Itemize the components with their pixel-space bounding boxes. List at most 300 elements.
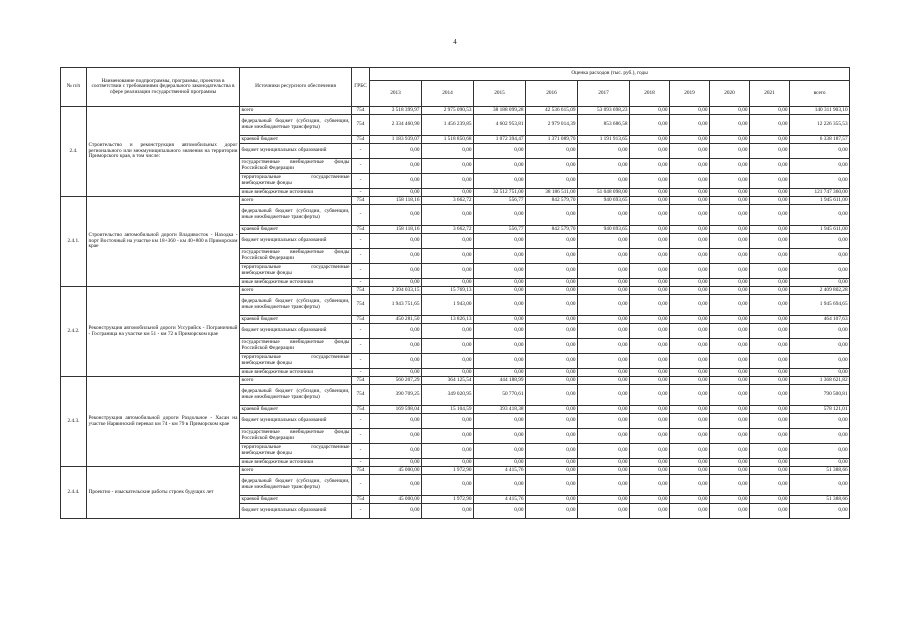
year-value: 0,00 xyxy=(630,467,670,475)
year-value: 0,00 xyxy=(474,354,526,369)
grbs-code: - xyxy=(352,429,370,444)
year-value: 0,00 xyxy=(670,377,710,385)
funding-source: иные внебюджетные источники xyxy=(240,459,352,467)
year-value: 0,00 xyxy=(630,496,670,504)
funding-source: иные внебюджетные источники xyxy=(240,369,352,377)
year-value: 0,00 xyxy=(670,504,710,519)
grbs-code: - xyxy=(352,264,370,279)
year-value: 0,00 xyxy=(474,339,526,354)
total-value: 12 226 355,53 xyxy=(790,115,850,136)
budget-table xyxy=(60,67,850,519)
year-value: 0,00 xyxy=(370,189,422,197)
funding-source: территориальные государственные внебюджетные фонды xyxy=(240,264,352,279)
year-value: 0,00 xyxy=(422,504,474,519)
year-value: 390 709,25 xyxy=(370,385,422,406)
year-value: 0,00 xyxy=(630,385,670,406)
year-value: 0,00 xyxy=(710,174,750,189)
year-value: 1 943,00 xyxy=(422,295,474,316)
total-value: 51 388,66 xyxy=(790,496,850,504)
year-value: 0,00 xyxy=(578,475,630,496)
year-value: 0,00 xyxy=(750,496,790,504)
year-value: 0,00 xyxy=(750,429,790,444)
year-value: 0,00 xyxy=(710,189,750,197)
year-value: 0,00 xyxy=(750,295,790,316)
year-value: 3 518 399,97 xyxy=(370,107,422,115)
year-value: 0,00 xyxy=(526,496,578,504)
funding-source: федеральный бюджет (субсидии, субвенции, иные межбюджетные трансферты) xyxy=(240,295,352,316)
grbs-code: 754 xyxy=(352,107,370,115)
year-value: 4 415,76 xyxy=(474,496,526,504)
year-value: 0,00 xyxy=(630,107,670,115)
year-value: 1 972,90 xyxy=(422,496,474,504)
year-value: 0,00 xyxy=(750,279,790,287)
year-value: 0,00 xyxy=(474,264,526,279)
table-header xyxy=(61,68,850,107)
year-value: 0,00 xyxy=(422,324,474,339)
year-value: 0,00 xyxy=(670,369,710,377)
year-value: 0,00 xyxy=(422,414,474,429)
year-value: 0,00 xyxy=(474,369,526,377)
total-value: 0,00 xyxy=(790,459,850,467)
year-value: 2 334 460,90 xyxy=(370,115,422,136)
grbs-code: 754 xyxy=(352,316,370,324)
funding-source: федеральный бюджет (субсидии, субвенции, иные межбюджетные трансферты) xyxy=(240,385,352,406)
project-name: Реконструкция автомобильной дороги Раздольное - Хасан на участке Нарвинский перевал км 74 - км 79 в Приморском крае xyxy=(87,377,240,467)
funding-source: территориальные государственные внебюджетные фонды xyxy=(240,354,352,369)
year-value: 0,00 xyxy=(670,444,710,459)
year-value: 15 769,13 xyxy=(422,287,474,295)
year-value: 1 072 394,47 xyxy=(474,136,526,144)
year-value: 0,00 xyxy=(578,369,630,377)
grbs-code: - xyxy=(352,234,370,249)
year-value: 0,00 xyxy=(670,189,710,197)
year-value: 158 118,16 xyxy=(370,226,422,234)
year-value: 2 975 090,53 xyxy=(422,107,474,115)
year-value: 0,00 xyxy=(578,234,630,249)
year-value: 3 662,72 xyxy=(422,226,474,234)
year-value: 0,00 xyxy=(422,444,474,459)
year-value: 0,00 xyxy=(750,475,790,496)
grbs-code: 754 xyxy=(352,467,370,475)
funding-source: бюджет муниципальных образований xyxy=(240,414,352,429)
funding-source: всего xyxy=(240,107,352,115)
year-value: 0,00 xyxy=(526,249,578,264)
row-number: 2.4.2. xyxy=(61,287,87,377)
funding-source: государственные внебюджетные фонды Российской Федерации xyxy=(240,159,352,174)
year-value: 0,00 xyxy=(710,339,750,354)
year-value: 0,00 xyxy=(710,444,750,459)
grbs-code: - xyxy=(352,249,370,264)
header-year: всего xyxy=(790,81,850,107)
year-value: 0,00 xyxy=(422,159,474,174)
year-value: 0,00 xyxy=(750,459,790,467)
header-source: Источники ресурсного обеспечения xyxy=(240,68,352,107)
year-value: 0,00 xyxy=(630,115,670,136)
year-value: 0,00 xyxy=(630,226,670,234)
year-value: 1 943 751,65 xyxy=(370,295,422,316)
year-value: 0,00 xyxy=(710,467,750,475)
total-value: 0,00 xyxy=(790,475,850,496)
year-value: 0,00 xyxy=(710,144,750,159)
year-value: 0,00 xyxy=(670,264,710,279)
grbs-code: - xyxy=(352,189,370,197)
year-value: 0,00 xyxy=(710,115,750,136)
year-value: 0,00 xyxy=(630,444,670,459)
year-value: 0,00 xyxy=(474,414,526,429)
year-value: 0,00 xyxy=(370,234,422,249)
year-value: 0,00 xyxy=(370,279,422,287)
year-value: 0,00 xyxy=(710,354,750,369)
total-value: 0,00 xyxy=(790,264,850,279)
year-value: 0,00 xyxy=(526,459,578,467)
year-value: 0,00 xyxy=(422,429,474,444)
year-value: 0,00 xyxy=(630,264,670,279)
year-value: 0,00 xyxy=(474,174,526,189)
year-value: 0,00 xyxy=(670,205,710,226)
year-value: 0,00 xyxy=(710,107,750,115)
year-value: 0,00 xyxy=(710,406,750,414)
year-value: 1 191 913,65 xyxy=(578,136,630,144)
year-value: 42 536 615,09 xyxy=(526,107,578,115)
year-value: 349 020,95 xyxy=(422,385,474,406)
funding-source: краевой бюджет xyxy=(240,226,352,234)
funding-source: федеральный бюджет (субсидии, субвенции, иные межбюджетные трансферты) xyxy=(240,475,352,496)
year-value: 0,00 xyxy=(750,324,790,339)
year-value: 0,00 xyxy=(750,144,790,159)
year-value: 0,00 xyxy=(526,287,578,295)
year-value: 0,00 xyxy=(710,136,750,144)
grbs-code: 754 xyxy=(352,406,370,414)
total-value: 790 500,81 xyxy=(790,385,850,406)
year-value: 0,00 xyxy=(630,287,670,295)
year-value: 0,00 xyxy=(630,414,670,429)
year-value: 0,00 xyxy=(710,234,750,249)
year-value: 53 093 698,23 xyxy=(578,107,630,115)
total-value: 0,00 xyxy=(790,504,850,519)
total-value: 0,00 xyxy=(790,429,850,444)
year-value: 0,00 xyxy=(370,174,422,189)
year-value: 0,00 xyxy=(710,249,750,264)
year-value: 0,00 xyxy=(474,234,526,249)
year-value: 0,00 xyxy=(526,144,578,159)
year-value: 15 104,59 xyxy=(422,406,474,414)
year-value: 0,00 xyxy=(630,189,670,197)
year-value: 0,00 xyxy=(750,136,790,144)
year-value: 1 972,90 xyxy=(422,467,474,475)
year-value: 0,00 xyxy=(630,144,670,159)
total-value: 140 311 903,10 xyxy=(790,107,850,115)
year-value: 0,00 xyxy=(526,385,578,406)
year-value: 0,00 xyxy=(526,406,578,414)
year-value: 0,00 xyxy=(578,279,630,287)
year-value: 0,00 xyxy=(370,369,422,377)
year-value: 0,00 xyxy=(578,316,630,324)
year-value: 0,00 xyxy=(370,459,422,467)
funding-source: бюджет муниципальных образований xyxy=(240,324,352,339)
total-value: 1 945 611,00 xyxy=(790,197,850,205)
year-value: 0,00 xyxy=(422,264,474,279)
year-value: 45 000,00 xyxy=(370,496,422,504)
grbs-code: 754 xyxy=(352,115,370,136)
year-value: 0,00 xyxy=(474,316,526,324)
funding-source: краевой бюджет xyxy=(240,406,352,414)
year-value: 0,00 xyxy=(670,339,710,354)
funding-source: краевой бюджет xyxy=(240,496,352,504)
year-value: 0,00 xyxy=(422,369,474,377)
year-value: 0,00 xyxy=(370,429,422,444)
year-value: 0,00 xyxy=(670,429,710,444)
year-value: 45 000,00 xyxy=(370,467,422,475)
year-value: 0,00 xyxy=(750,249,790,264)
year-value: 0,00 xyxy=(630,159,670,174)
header-year: 2014 xyxy=(422,81,474,107)
year-value: 0,00 xyxy=(750,369,790,377)
funding-source: бюджет муниципальных образований xyxy=(240,144,352,159)
funding-source: иные внебюджетные источники xyxy=(240,189,352,197)
year-value: 0,00 xyxy=(526,174,578,189)
row-number: 2.4.3. xyxy=(61,377,87,467)
year-value: 444 188,99 xyxy=(474,377,526,385)
year-value: 0,00 xyxy=(578,339,630,354)
year-value: 0,00 xyxy=(670,496,710,504)
year-value: 0,00 xyxy=(422,339,474,354)
year-value: 0,00 xyxy=(630,324,670,339)
funding-source: федеральный бюджет (субсидии, субвенции, иные межбюджетные трансферты) xyxy=(240,115,352,136)
total-value: 0,00 xyxy=(790,205,850,226)
year-value: 0,00 xyxy=(474,295,526,316)
year-value: 853 686,58 xyxy=(578,115,630,136)
header-year: 2018 xyxy=(630,81,670,107)
year-value: 0,00 xyxy=(750,467,790,475)
year-value: 0,00 xyxy=(670,354,710,369)
year-value: 0,00 xyxy=(750,354,790,369)
total-value: 2 409 802,28 xyxy=(790,287,850,295)
funding-source: всего xyxy=(240,377,352,385)
year-value: 0,00 xyxy=(526,444,578,459)
year-value: 0,00 xyxy=(526,279,578,287)
year-value: 0,00 xyxy=(710,264,750,279)
table-body xyxy=(61,107,850,519)
year-value: 0,00 xyxy=(710,504,750,519)
year-value: 3 662,72 xyxy=(422,197,474,205)
year-value: 556,77 xyxy=(474,226,526,234)
total-value: 578 121,01 xyxy=(790,406,850,414)
year-value: 0,00 xyxy=(630,279,670,287)
total-value: 51 388,66 xyxy=(790,467,850,475)
project-name: Строительство автомобильной дороги Владивосток - Находка - порт Восточный на участке км 18+360 - км 40+800 в Приморском крае xyxy=(87,197,240,287)
header-year: 2020 xyxy=(710,81,750,107)
year-value: 0,00 xyxy=(474,475,526,496)
year-value: 0,00 xyxy=(710,369,750,377)
year-value: 393 418,38 xyxy=(474,406,526,414)
year-value: 0,00 xyxy=(578,496,630,504)
year-value: 0,00 xyxy=(750,414,790,429)
table-row xyxy=(61,287,850,295)
year-value: 842 579,70 xyxy=(526,197,578,205)
total-value: 0,00 xyxy=(790,339,850,354)
year-value: 0,00 xyxy=(630,197,670,205)
grbs-code: 754 xyxy=(352,197,370,205)
year-value: 0,00 xyxy=(578,295,630,316)
grbs-code: 754 xyxy=(352,385,370,406)
year-value: 169 598,04 xyxy=(370,406,422,414)
year-value: 0,00 xyxy=(474,324,526,339)
year-value: 4 602 953,81 xyxy=(474,115,526,136)
year-value: 0,00 xyxy=(630,174,670,189)
year-value: 0,00 xyxy=(526,354,578,369)
year-value: 1 371 089,70 xyxy=(526,136,578,144)
grbs-code: - xyxy=(352,324,370,339)
year-value: 0,00 xyxy=(578,205,630,226)
grbs-code: - xyxy=(352,475,370,496)
total-value: 0,00 xyxy=(790,144,850,159)
year-value: 38 186 511,00 xyxy=(526,189,578,197)
year-value: 0,00 xyxy=(630,377,670,385)
year-value: 0,00 xyxy=(670,467,710,475)
year-value: 0,00 xyxy=(526,467,578,475)
year-value: 0,00 xyxy=(750,234,790,249)
year-value: 0,00 xyxy=(630,249,670,264)
year-value: 0,00 xyxy=(370,414,422,429)
year-value: 0,00 xyxy=(630,504,670,519)
year-value: 0,00 xyxy=(710,316,750,324)
year-value: 158 118,16 xyxy=(370,197,422,205)
funding-source: иные внебюджетные источники xyxy=(240,279,352,287)
year-value: 450 281,50 xyxy=(370,316,422,324)
project-name: Строительство и реконструкция автомобильных дорог регионального или межмуниципального значения на территории Приморского края, в том числе: xyxy=(87,107,240,197)
grbs-code: 754 xyxy=(352,226,370,234)
year-value: 0,00 xyxy=(710,159,750,174)
funding-source: бюджет муниципальных образований xyxy=(240,234,352,249)
year-value: 0,00 xyxy=(526,339,578,354)
year-value: 1 518 850,68 xyxy=(422,136,474,144)
year-value: 0,00 xyxy=(750,287,790,295)
year-value: 0,00 xyxy=(578,414,630,429)
year-value: 0,00 xyxy=(526,475,578,496)
year-value: 0,00 xyxy=(670,144,710,159)
funding-source: государственные внебюджетные фонды Российской Федерации xyxy=(240,249,352,264)
grbs-code: - xyxy=(352,444,370,459)
year-value: 0,00 xyxy=(474,287,526,295)
total-value: 0,00 xyxy=(790,444,850,459)
grbs-code: - xyxy=(352,414,370,429)
grbs-code: - xyxy=(352,205,370,226)
funding-source: государственные внебюджетные фонды Российской Федерации xyxy=(240,339,352,354)
year-value: 0,00 xyxy=(370,339,422,354)
page-number: 4 xyxy=(453,38,457,46)
funding-source: федеральный бюджет (субсидии, субвенции, иные межбюджетные трансферты) xyxy=(240,205,352,226)
year-value: 940 693,65 xyxy=(578,197,630,205)
year-value: 51 048 098,00 xyxy=(578,189,630,197)
grbs-code: - xyxy=(352,354,370,369)
grbs-code: - xyxy=(352,369,370,377)
header-year: 2016 xyxy=(526,81,578,107)
year-value: 0,00 xyxy=(710,324,750,339)
grbs-code: - xyxy=(352,174,370,189)
year-value: 0,00 xyxy=(670,324,710,339)
year-value: 0,00 xyxy=(630,406,670,414)
grbs-code: - xyxy=(352,504,370,519)
year-value: 0,00 xyxy=(422,249,474,264)
total-value: 121 747 360,00 xyxy=(790,189,850,197)
year-value: 0,00 xyxy=(578,377,630,385)
header-year: 2015 xyxy=(474,81,526,107)
year-value: 0,00 xyxy=(630,234,670,249)
year-value: 0,00 xyxy=(422,279,474,287)
header-year: 2013 xyxy=(370,81,422,107)
year-value: 0,00 xyxy=(578,459,630,467)
grbs-code: 754 xyxy=(352,295,370,316)
year-value: 0,00 xyxy=(526,205,578,226)
year-value: 0,00 xyxy=(578,354,630,369)
total-value: 0,00 xyxy=(790,324,850,339)
year-value: 0,00 xyxy=(422,174,474,189)
year-value: 0,00 xyxy=(474,159,526,174)
funding-source: территориальные государственные внебюджетные фонды xyxy=(240,174,352,189)
row-number: 2.4.4. xyxy=(61,467,87,519)
year-value: 0,00 xyxy=(474,504,526,519)
year-value: 0,00 xyxy=(578,287,630,295)
funding-source: всего xyxy=(240,287,352,295)
year-value: 0,00 xyxy=(526,324,578,339)
year-value: 0,00 xyxy=(474,459,526,467)
funding-source: всего xyxy=(240,197,352,205)
year-value: 13 826,13 xyxy=(422,316,474,324)
year-value: 0,00 xyxy=(670,115,710,136)
year-value: 0,00 xyxy=(710,287,750,295)
year-value: 0,00 xyxy=(670,414,710,429)
year-value: 4 415,76 xyxy=(474,467,526,475)
table-row xyxy=(61,467,850,475)
year-value: 0,00 xyxy=(630,136,670,144)
year-value: 0,00 xyxy=(750,444,790,459)
year-value: 0,00 xyxy=(710,279,750,287)
year-value: 1 456 239,85 xyxy=(422,115,474,136)
funding-source: краевой бюджет xyxy=(240,136,352,144)
year-value: 0,00 xyxy=(710,475,750,496)
header-grbs: ГРБС xyxy=(352,68,370,107)
year-value: 0,00 xyxy=(578,406,630,414)
year-value: 0,00 xyxy=(578,467,630,475)
funding-source: краевой бюджет xyxy=(240,316,352,324)
funding-source: всего xyxy=(240,467,352,475)
year-value: 0,00 xyxy=(422,205,474,226)
year-value: 940 693,65 xyxy=(578,226,630,234)
year-value: 0,00 xyxy=(750,504,790,519)
year-value: 0,00 xyxy=(526,316,578,324)
year-value: 0,00 xyxy=(710,377,750,385)
year-value: 0,00 xyxy=(630,316,670,324)
year-value: 0,00 xyxy=(526,234,578,249)
year-value: 0,00 xyxy=(670,107,710,115)
year-value: 0,00 xyxy=(750,316,790,324)
header-no: № п/п xyxy=(61,68,87,107)
total-value: 1 945 611,00 xyxy=(790,226,850,234)
year-value: 2 979 014,39 xyxy=(526,115,578,136)
year-value: 0,00 xyxy=(670,159,710,174)
year-value: 0,00 xyxy=(370,144,422,159)
grbs-code: - xyxy=(352,159,370,174)
year-value: 0,00 xyxy=(526,295,578,316)
year-value: 0,00 xyxy=(670,234,710,249)
year-value: 0,00 xyxy=(422,354,474,369)
year-value: 0,00 xyxy=(630,295,670,316)
year-value: 0,00 xyxy=(670,197,710,205)
year-value: 0,00 xyxy=(526,429,578,444)
total-value: 0,00 xyxy=(790,279,850,287)
total-value: 0,00 xyxy=(790,369,850,377)
year-value: 0,00 xyxy=(670,226,710,234)
